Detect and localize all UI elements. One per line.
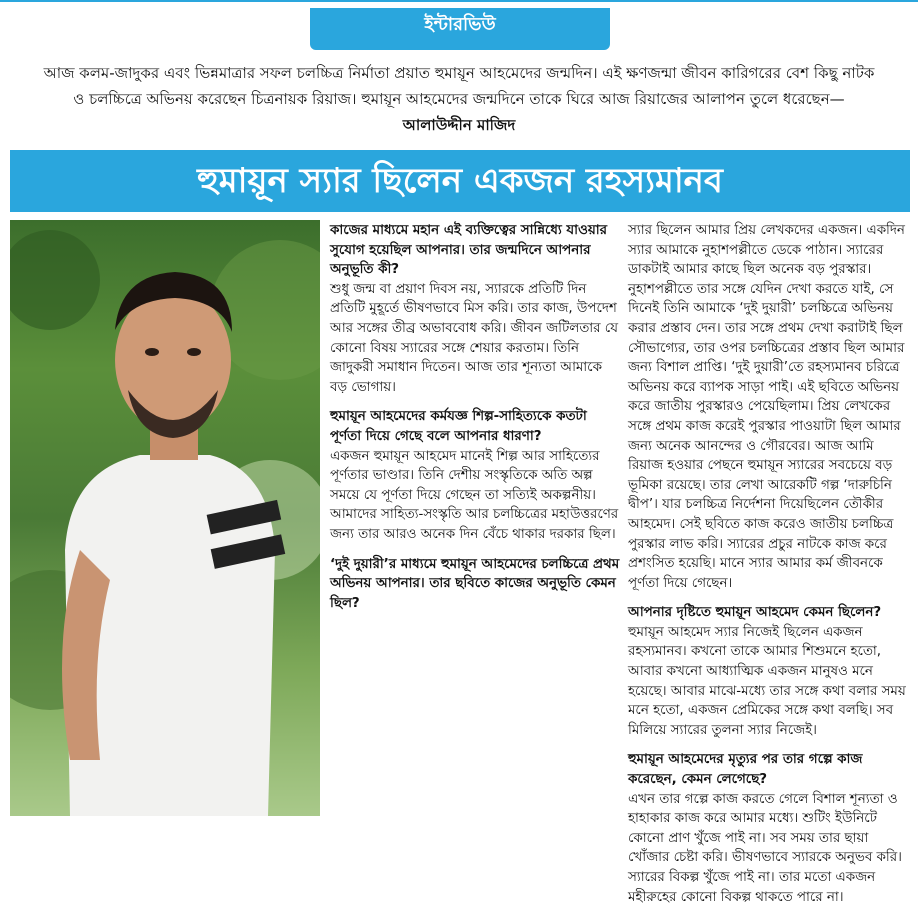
answer-1: শুধু জন্ম বা প্রয়াণ দিবস নয়, স্যারকে প্রতিটি দিন প্রতিটি মুহূর্তে ভীষণভাবে মিস করি। তার কাজ, উপদেশ আর সঙ্গের তীব্র অভাববোধ করি। জীবন জটিলতার যে কোনো বিষয় স্যারের সঙ্গে শেয়ার করতাম। তিনি জাদুকরী সমাধান দিতেন। আজ তার শূন্যতা আমাকে বড় ভোগায়। (330, 281, 618, 395)
question-1: কাজের মাধ্যমে মহান এই ব্যক্তিত্বের সান্নিধ্যে যাওয়ার সুযোগ হয়েছিল আপনার। তার জন্মদিনে আপনার অনুভূতি কী? (330, 223, 607, 278)
answer-2: একজন হুমায়ূন আহমেদ মানেই শিল্প আর সাহিত্যের পূর্ণতার ভাণ্ডার। তিনি দেশীয় সংস্কৃতিকে অতি অল্প সময়ে যে পূর্ণতা দিয়ে গেছেন তা সত্যিই অকল্পনীয়। আমাদের সাহিত্য-সংস্কৃতি আর চলচ্চিত্রের মহাউত্তরণের জন্য তার আরও অনেক দিন বেঁচে থাকার দরকার ছিল। (330, 448, 619, 542)
question-5: হুমায়ূন আহমেদের মৃত্যুর পর তার গল্পে কাজ করেছেন, কেমন লেগেছে? (628, 752, 863, 788)
headline: হুমায়ূন স্যার ছিলেন একজন রহস্যমানব (10, 150, 910, 212)
question-3: ‘দুই দুয়ারী’র মাধ্যমে হুমায়ূন আহমেদের চলচ্চিত্রে প্রথম অভিনয় আপনার। তার ছবিতে কাজের অনুভূতি কেমন ছিল? (330, 556, 620, 611)
top-rule (0, 0, 918, 2)
intro-text: আজ কলম-জাদুকর এবং ভিন্নমাত্রার সফল চলচ্চিত্র নির্মাতা প্রয়াত হুমায়ূন আহমেদের জন্মদিন। এই ক্ষণজন্মা জীবন কারিগরের বেশ কিছু নাটক ও চলচ্চিত্রে অভিনয় করেছেন চিত্রনায়ক রিয়াজ। হুমায়ূন আহমেদের জন্মদিনে তাকে ঘিরে আজ রিয়াজের আলাপন তুলে ধরেছেন— (43, 64, 875, 108)
article-column-1 (330, 221, 620, 623)
answer-4: হুমায়ূন আহমেদ স্যার নিজেই ছিলেন একজন রহস্যমানব। কখনো তাকে আমার শিশুমনে হতো, আবার কখনো আধ্যাত্মিক একজন মানুষও মনে হয়েছে। আবার মাঝে-মধ্যে তার সঙ্গে কথা বলার সময় মনে হতো, একজন প্রেমিকের সঙ্গে কথা বলছি। সব মিলিয়ে স্যারের তুলনা স্যার নিজেই। (628, 624, 906, 738)
question-4: আপনার দৃষ্টিতে হুমায়ূন আহমেদ কেমন ছিলেন? (628, 605, 882, 621)
question-2: হুমায়ূন আহমেদের কর্মযজ্ঞ শিল্প-সাহিত্যকে কতটা পূর্ণতা দিয়ে গেছে বলে আপনার ধারণা? (330, 409, 587, 444)
article-column-2 (628, 221, 910, 917)
intro-author: আলাউদ্দীন মাজিদ (402, 116, 516, 134)
intro-paragraph (40, 60, 878, 138)
answer-5: এখন তার গল্পে কাজ করতে গেলে বিশাল শূন্যতা ও হাহাকার কাজ করে আমার মধ্যে। শুটিং ইউনিটে কোনো প্রাণ খুঁজে পাই না। সব সময় তার ছায়া খোঁজার চেষ্টা করি। ভীষণভাবে স্যারকে অনুভব করি। স্যারের বিকল্প খুঁজে পাই না। তার মতো একজন মহীরুহের কোনো বিকল্প থাকতে পারে না। (628, 791, 902, 905)
riaz-portrait-photo (10, 220, 320, 816)
section-tag: ইন্টারভিউ (310, 8, 610, 50)
answer-3: স্যার ছিলেন আমার প্রিয় লেখকদের একজন। একদিন স্যার আমাকে নুহাশপল্লীতে ডেকে পাঠান। স্যারের ডাকটাই আমার কাছে ছিল অনেক বড় পুরস্কার। নুহাশপল্লীতে তার সঙ্গে যেদিন দেখা করতে যাই, সে দিনেই তিনি আমাকে ‘দুই দুয়ারী’ চলচ্চিত্রে অভিনয় করার প্রস্তাব দেন। তার সঙ্গে প্রথম দেখা করাটাই ছিল সৌভাগ্যের, তার ওপর চলচ্চিত্রের প্রস্তাব ছিল আমার জন্য বিশাল প্রাপ্তি। ‘দুই দুয়ারী’তে রহস্যমানব চরিত্রে অভিনয় করে ব্যাপক সাড়া পাই। এই ছবিতে অভিনয় করে জাতীয় পুরস্কারও পেয়েছিলাম। প্রিয় লেখকের সঙ্গে প্রথম কাজ করেই পুরস্কার পাওয়াটা ছিল আমার জন্য অনেক আনন্দের ও গৌরবের। আজ আমি রিয়াজ হওয়ার পেছনে হুমায়ূন স্যারের সবচেয়ে বড় ভূমিকা রয়েছে। তার লেখা আরেকটি গল্প ‘দারুচিনি দ্বীপ’। যার চলচ্চিত্র নির্দেশনা দিয়েছিলেন তৌকীর আহমেদ। সেই ছবিতে কাজ করেও জাতীয় চলচ্চিত্র পুরস্কার লাভ করি। স্যারের প্রচুর নাটকে কাজ করে প্রশংসিত হয়েছি। মানে স্যার আমার কর্ম জীবনকে পূর্ণতা দিয়ে গেছেন। (628, 223, 905, 591)
